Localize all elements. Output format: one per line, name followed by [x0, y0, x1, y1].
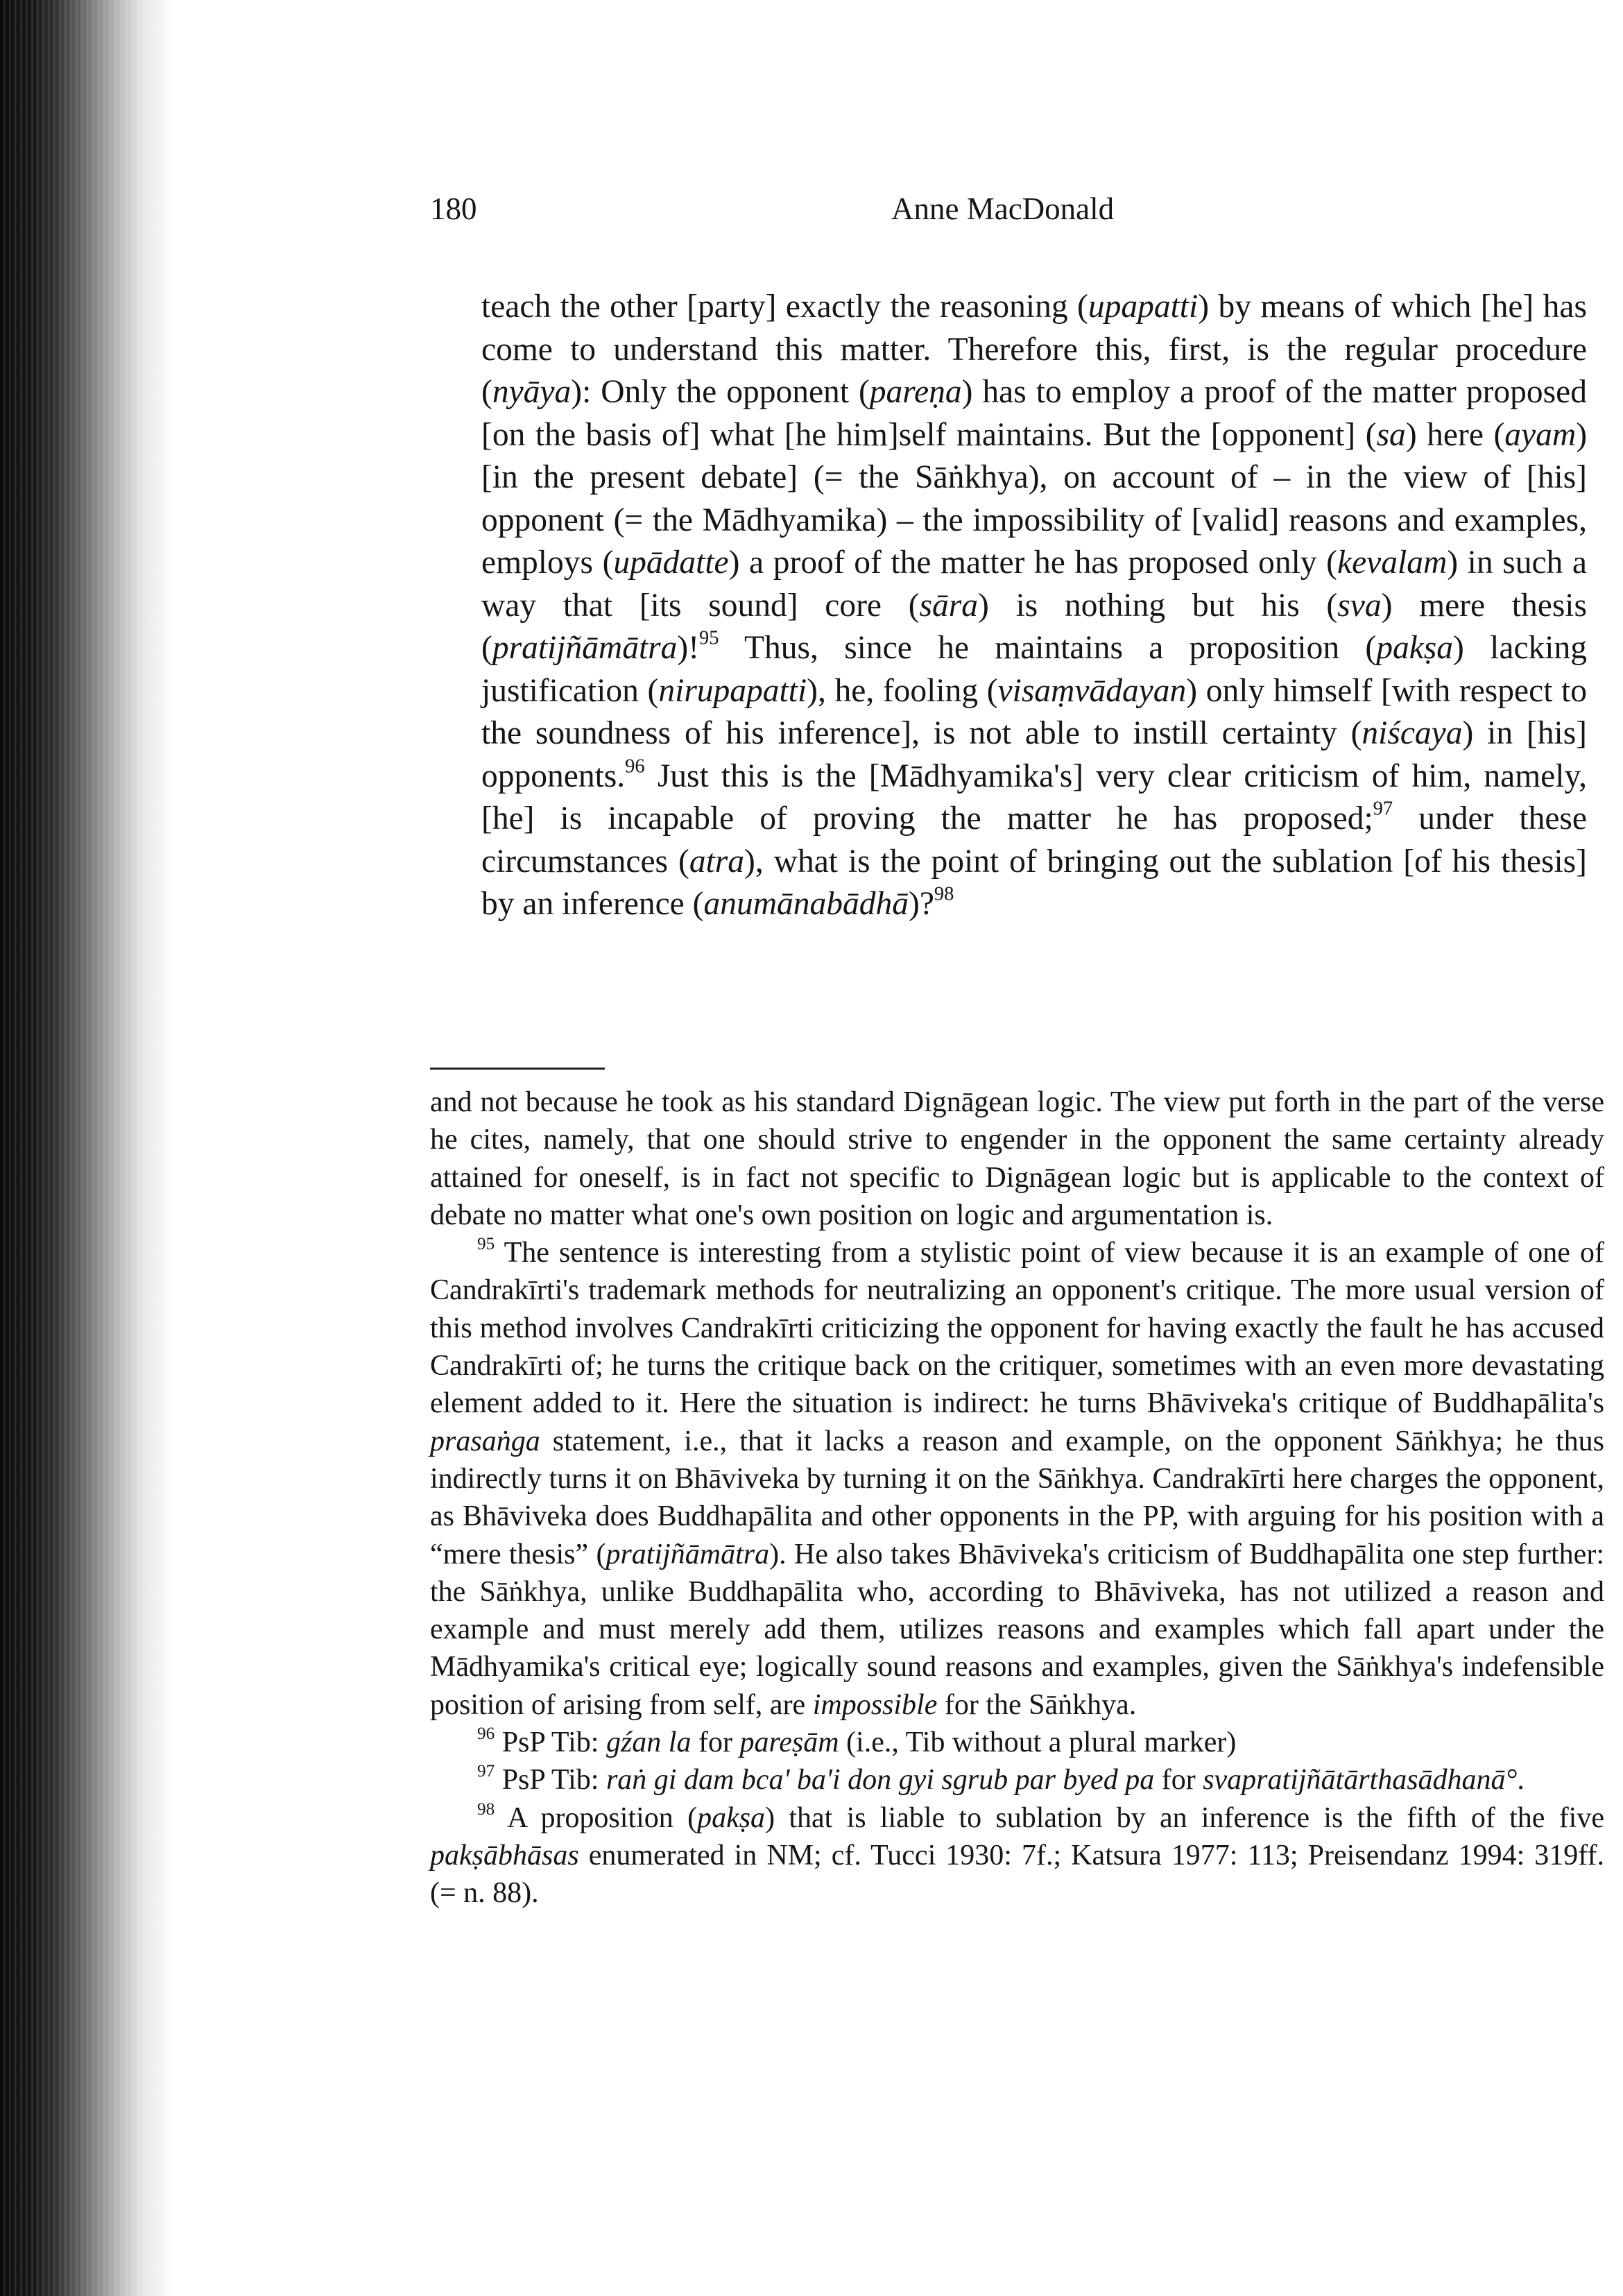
footnote-number: 98 — [477, 1799, 495, 1819]
running-head: Anne MacDonald — [891, 191, 1115, 226]
footnote-number: 95 — [477, 1235, 495, 1254]
main-paragraph: teach the other [party] exactly the reasoning (upapatti) by means of which [he] has come to understand this matter. Therefore this, first, is the regular procedure (nyāya): Only the opponent (pareṇa) has to employ a proof of the matter proposed [on the basis of] what [he him]self maintains. But the [opponent] (sa) here (ayam) [in the present debate] (= the Sāṅkhya), on account of – in the view of [his] opponent (= the Mādhyamika) – the impossibility of [valid] reasons and examples, employs (upādatte) a proof of the matter he has proposed only (kevalam) in such a way that [its sound] core (sāra) is nothing but his (sva) mere thesis (pratijñāmātra)!$^{95}$ Thus, since he maintains a proposition (pakṣa) lacking justification (nirupapatti), he, fooling (visaṃvādayan) only himself [with respect to the soundness of his inference], is not able to instill certainty (niścaya) in [his] opponents.$^{96}$ Just this is the [Mādhyamika's] very clear criticism of him, namely, [he] is incapable of proving the matter he has proposed;$^{97}$ under these circumstances (atra), what is the point of bringing out the sublation [of his thesis] by an inference (anumānabādhā)?$^{98}$ — [481, 289, 1588, 922]
footnote-rule — [430, 1068, 605, 1070]
binding-shadow — [0, 0, 173, 2296]
page-number: 180 — [430, 191, 477, 226]
footnote-95: $^{95}$ The sentence is interesting from a stylistic point of view because it is an example of one of Candrakīrti's trademark methods for neutralizing an opponent's critique. The more usual version of this method involves Candrakīrti criticizing the opponent for having exactly the fault he has accused Candrakīrti of; he turns the critique back on the critiquer, sometimes with an even more devastating element added to it. Here the situation is indirect: he turns Bhāviveka's critique of Buddhapālita's prasaṅga statement, i.e., that it lacks a reason and example, on the opponent Sāṅkhya; he thus indirectly turns it on Bhāviveka by turning it on the Sāṅkhya. Candrakīrti here charges the opponent, as Bhāviveka does Buddhapālita and other opponents in the PP, with arguing for his position with a “mere thesis” (pratijñāmātra). He also takes Bhāviveka's criticism of Buddhapālita one step further: the Sāṅkhya, unlike Buddhapālita who, according to Bhāviveka, has not utilized a reason and example and must merely add them, utilizes reasons and examples which fall apart under the Mādhyamika's critical eye; logically sound reasons and examples, given the Sāṅkhya's indefensible position of arising from self, are impossible for the Sāṅkhya. — [430, 1235, 1604, 1721]
footnote-continuation: and not because he took as his standard Dignāgean logic. The view put forth in the part of the verse he cites, namely, that one should strive to engender in the opponent the same certainty already attained for oneself, is in fact not specific to Dignāgean logic but is applicable to the context of debate no matter what one's own position on logic and argumentation is. — [430, 1086, 1604, 1231]
footnote-96: $^{96}$ PsP Tib: gźan la for pareṣām (i.e., Tib without a plural marker) — [477, 1724, 1237, 1759]
footnote-number: 97 — [477, 1762, 495, 1781]
footnote-number: 96 — [477, 1724, 495, 1743]
footnote-ref-95: 95 — [699, 627, 719, 649]
footnote-ref-96: 96 — [625, 755, 645, 777]
footnote-98: $^{98}$ A proposition (pakṣa) that is liable to sublation by an inference is the fifth of the five pakṣābhāsas enumerated in NM; cf. Tucci 1930: 7f.; Katsura 1977: 113; Preisendanz 1994: 319ff. (= n. 88). — [430, 1799, 1604, 1910]
footnote-ref-98: 98 — [934, 883, 954, 905]
page-header — [430, 191, 1595, 232]
main-text — [481, 286, 1587, 926]
footnotes — [430, 1083, 1604, 1912]
footnote-97: $^{97}$ PsP Tib: raṅ gi dam bca' ba'i don gyi sgrub par byed pa for svapratijñātārthasādhanā°. — [477, 1762, 1525, 1797]
footnote-ref-97: 97 — [1373, 798, 1393, 820]
